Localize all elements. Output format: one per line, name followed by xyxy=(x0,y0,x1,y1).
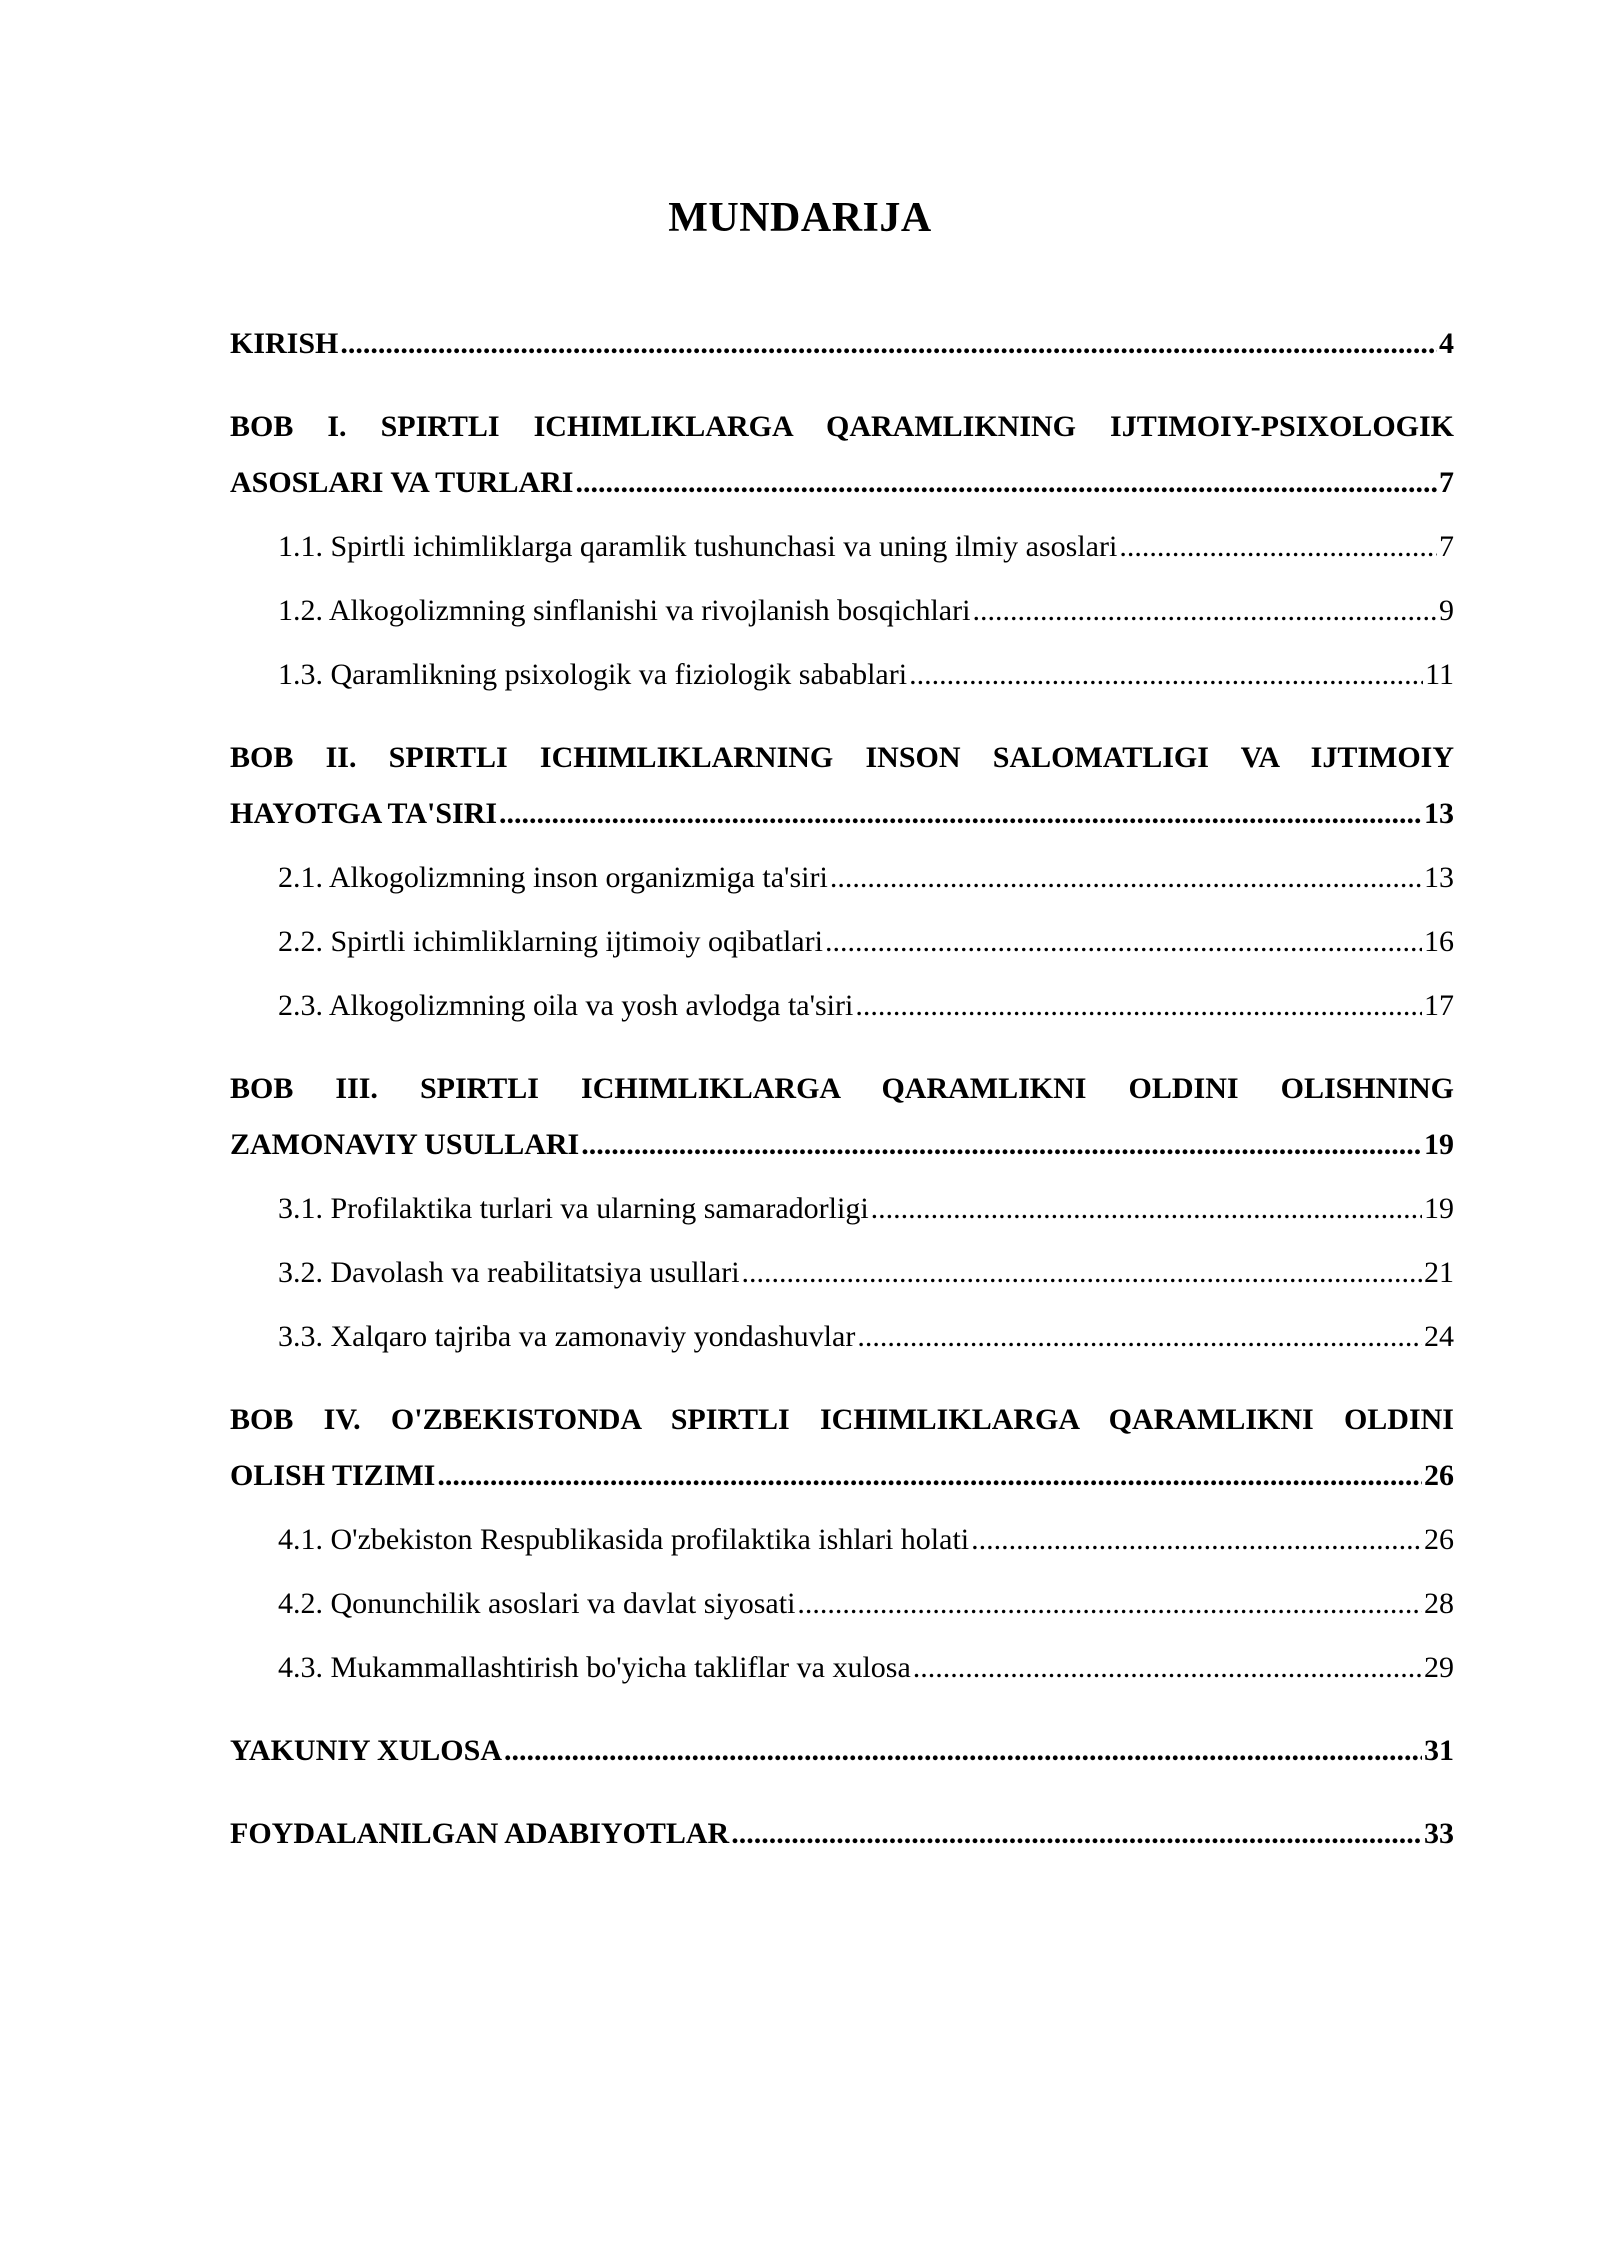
dot-leader xyxy=(575,455,1437,511)
toc-entry-title: FOYDALANILGAN ADABIYOTLAR xyxy=(230,1817,730,1850)
toc-entry-line xyxy=(278,1245,1454,1301)
toc-entry-title-line-2: ZAMONAVIY USULLARI xyxy=(230,1128,580,1161)
toc-entry-3-3[interactable] xyxy=(230,1309,1454,1365)
toc-entry-line xyxy=(278,1512,1454,1568)
dot-leader xyxy=(499,786,1422,842)
toc-page-number: 31 xyxy=(1424,1734,1454,1767)
toc-entry-line xyxy=(278,519,1454,575)
dot-leader xyxy=(742,1245,1422,1301)
toc-entry-line xyxy=(230,1723,1454,1779)
toc-entry-title-line-2: ASOSLARI VA TURLARI xyxy=(230,466,574,499)
toc-entry-line xyxy=(230,1448,1454,1504)
toc-page-number: 21 xyxy=(1424,1256,1454,1289)
toc-page-number: 7 xyxy=(1439,530,1454,563)
toc-entry-2-1[interactable] xyxy=(230,850,1454,906)
dot-leader xyxy=(825,914,1422,970)
dot-leader xyxy=(972,583,1437,639)
toc-entry-line xyxy=(278,1640,1454,1696)
toc-entry-yakuniy-xulosa[interactable] xyxy=(230,1723,1454,1779)
toc-entry-line xyxy=(278,1181,1454,1237)
toc-page-number: 28 xyxy=(1424,1587,1454,1620)
toc-page-number: 19 xyxy=(1424,1128,1454,1161)
toc-entry-line xyxy=(278,647,1454,703)
toc-entry-4-1[interactable] xyxy=(230,1512,1454,1568)
toc-page-number: 17 xyxy=(1424,989,1454,1022)
toc-page-number: 33 xyxy=(1424,1817,1454,1850)
toc-page-number: 26 xyxy=(1424,1459,1454,1492)
dot-leader xyxy=(504,1723,1422,1779)
dot-leader xyxy=(857,1309,1422,1365)
toc-entry-line xyxy=(278,850,1454,906)
toc-entry-1-3[interactable] xyxy=(230,647,1454,703)
toc-entry-title-line-2: HAYOTGA TA'SIRI xyxy=(230,797,498,830)
toc-entry-4-3[interactable] xyxy=(230,1640,1454,1696)
toc-entry-line xyxy=(278,1309,1454,1365)
dot-leader xyxy=(437,1448,1422,1504)
toc-entry-title: KIRISH xyxy=(230,327,339,360)
toc-page-number: 16 xyxy=(1424,925,1454,958)
toc-entry-title: 1.3. Qaramlikning psixologik va fiziologik sabablari xyxy=(278,658,908,691)
toc-entry-line xyxy=(278,583,1454,639)
toc-entry-2-2[interactable] xyxy=(230,914,1454,970)
toc-entry-line xyxy=(278,1576,1454,1632)
toc-page-number: 24 xyxy=(1424,1320,1454,1353)
dot-leader xyxy=(731,1806,1422,1862)
toc-entry-bob-1[interactable] xyxy=(230,399,1454,511)
toc-entry-1-1[interactable] xyxy=(230,519,1454,575)
toc-entry-title-line-1: BOB III. SPIRTLI ICHIMLIKLARGA QARAMLIKNI OLDINI OLISHNING xyxy=(230,1072,1454,1105)
toc-entry-title: 2.1. Alkogolizmning inson organizmiga ta'siri xyxy=(278,861,828,894)
toc-page-number: 4 xyxy=(1439,327,1454,360)
dot-leader xyxy=(581,1117,1422,1173)
table-of-contents xyxy=(230,316,1454,1862)
toc-page-number: 9 xyxy=(1439,594,1454,627)
toc-entry-title: 4.2. Qonunchilik asoslari va davlat siyosati xyxy=(278,1587,796,1620)
toc-entry-adabiyotlar[interactable] xyxy=(230,1806,1454,1862)
toc-entry-title: 3.1. Profilaktika turlari va ularning samaradorligi xyxy=(278,1192,869,1225)
toc-entry-title-line-1: BOB I. SPIRTLI ICHIMLIKLARGA QARAMLIKNING IJTIMOIY-PSIXOLOGIK xyxy=(230,410,1454,443)
toc-page-number: 11 xyxy=(1425,658,1454,691)
toc-page-number: 7 xyxy=(1439,466,1454,499)
toc-page-number: 13 xyxy=(1424,797,1454,830)
toc-entry-title: 3.3. Xalqaro tajriba va zamonaviy yondashuvlar xyxy=(278,1320,856,1353)
dot-leader xyxy=(909,647,1423,703)
toc-entry-bob-2[interactable] xyxy=(230,730,1454,842)
toc-entry-title: 2.3. Alkogolizmning oila va yosh avlodga ta'siri xyxy=(278,989,854,1022)
toc-entry-3-2[interactable] xyxy=(230,1245,1454,1301)
toc-entry-4-2[interactable] xyxy=(230,1576,1454,1632)
toc-entry-title: 4.3. Mukammallashtirish bo'yicha takliflar va xulosa xyxy=(278,1651,911,1684)
dot-leader xyxy=(340,316,1437,372)
toc-entry-line xyxy=(230,1806,1454,1862)
toc-page-number: 29 xyxy=(1424,1651,1454,1684)
dot-leader xyxy=(830,850,1422,906)
toc-entry-3-1[interactable] xyxy=(230,1181,1454,1237)
toc-entry-title-line-1: BOB IV. O'ZBEKISTONDA SPIRTLI ICHIMLIKLARGA QARAMLIKNI OLDINI xyxy=(230,1403,1454,1436)
toc-entry-line xyxy=(230,1117,1454,1173)
toc-entry-title: 3.2. Davolash va reabilitatsiya usullari xyxy=(278,1256,740,1289)
toc-entry-bob-4[interactable] xyxy=(230,1392,1454,1504)
toc-entry-bob-3[interactable] xyxy=(230,1061,1454,1173)
toc-entry-kirish[interactable] xyxy=(230,316,1454,372)
toc-entry-line xyxy=(230,316,1454,372)
toc-page-number: 26 xyxy=(1424,1523,1454,1556)
toc-entry-line xyxy=(278,978,1454,1034)
toc-entry-title-line-2: OLISH TIZIMI xyxy=(230,1459,436,1492)
toc-entry-title: YAKUNIY XULOSA xyxy=(230,1734,502,1767)
toc-entry-2-3[interactable] xyxy=(230,978,1454,1034)
toc-entry-1-2[interactable] xyxy=(230,583,1454,639)
dot-leader xyxy=(1119,519,1437,575)
toc-entry-line xyxy=(230,786,1454,842)
toc-page-number: 13 xyxy=(1424,861,1454,894)
dot-leader xyxy=(913,1640,1422,1696)
dot-leader xyxy=(871,1181,1422,1237)
toc-entry-title: 2.2. Spirtli ichimliklarning ijtimoiy oqibatlari xyxy=(278,925,823,958)
page-title: MUNDARIJA xyxy=(668,195,932,241)
toc-entry-title: 1.1. Spirtli ichimliklarga qaramlik tushunchasi va uning ilmiy asoslari xyxy=(278,530,1118,563)
dot-leader xyxy=(797,1576,1422,1632)
toc-entry-title: 4.1. O'zbekiston Respublikasida profilaktika ishlari holati xyxy=(278,1523,970,1556)
toc-entry-line xyxy=(230,455,1454,511)
toc-entry-title: 1.2. Alkogolizmning sinflanishi va rivojlanish bosqichlari xyxy=(278,594,971,627)
toc-page-number: 19 xyxy=(1424,1192,1454,1225)
dot-leader xyxy=(855,978,1422,1034)
toc-entry-line xyxy=(278,914,1454,970)
toc-entry-title-line-1: BOB II. SPIRTLI ICHIMLIKLARNING INSON SALOMATLIGI VA IJTIMOIY xyxy=(230,741,1454,774)
dot-leader xyxy=(971,1512,1422,1568)
